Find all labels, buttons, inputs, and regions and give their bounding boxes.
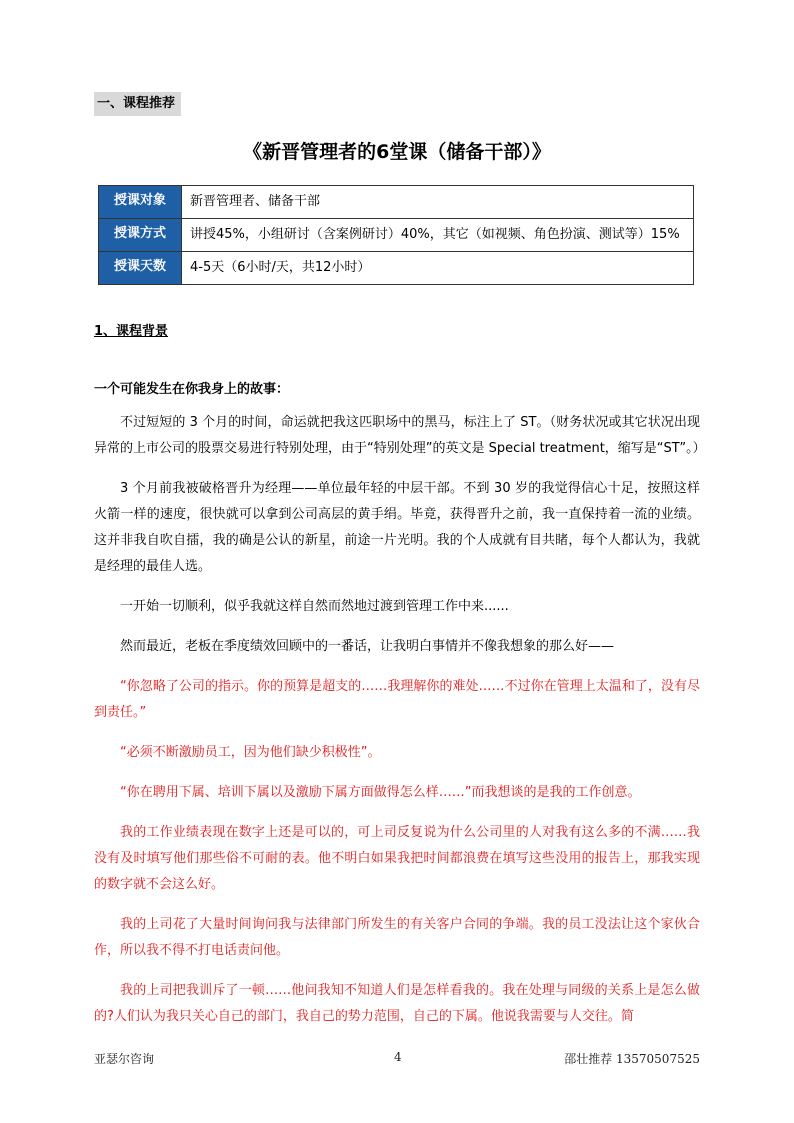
- paragraph: 不过短短的 3 个月的时间，命运就把我这匹职场中的黑马，标注上了 ST。（财务状况或其它状况出现异常的上市公司的股票交易进行特别处理，由于“特别处理”的英文是 Special treatment，缩写是“ST”。）: [94, 415, 706, 456]
- story-body: [94, 410, 706, 1044]
- quote-paragraph: 我的上司把我训斥了一顿……他问我知不知道人们是怎样看我的。我在处理与同级的关系上是怎么做的?人们认为我只关心自己的部门，我自己的势力范围，自己的下属。他说我需要与人交往。简: [94, 983, 700, 1024]
- quote-paragraph: 我的上司花了大量时间询问我与法律部门所发生的有关客户合同的争端。我的员工没法让这个家伙合作，所以我不得不打电话责问他。: [94, 917, 700, 958]
- footer-company: 亚瑟尔咨询: [94, 1052, 155, 1066]
- row-label: 授课天数: [99, 252, 182, 285]
- quote-paragraph: “你忽略了公司的指示。你的预算是超支的……我理解你的难处……不过你在管理上太温和了，没有尽到责任。”: [94, 679, 700, 720]
- page-number: 4: [394, 1050, 402, 1064]
- paragraph: 然而最近，老板在季度绩效回顾中的一番话，让我明白事情并不像我想象的那么好——: [120, 639, 615, 654]
- section-heading: 一、课程推荐: [94, 92, 181, 116]
- footer-contact: 邵壮推荐 13570507525: [564, 1052, 700, 1066]
- paragraph: 一开始一切顺利，似乎我就这样自然而然地过渡到管理工作中来......: [120, 599, 509, 614]
- paragraph: 3 个月前我被破格晋升为经理——单位最年轻的中层干部。不到 30 岁的我觉得信心十足，按照这样火箭一样的速度，很快就可以拿到公司高层的黄手绢。毕竟，获得晋升之前，我一直保持着一流的业绩。这并非我自吹自擂，我的确是公认的新星，前途一片光明。我的个人成就有目共睹，每个人都认为，我就是经理的最佳人选。: [94, 481, 700, 574]
- quote-paragraph: “你在聘用下属、培训下属以及激励下属方面做得怎么样……”而我想谈的是我的工作创意。: [120, 785, 641, 800]
- quote-paragraph: 我的工作业绩表现在数字上还是可以的，可上司反复说为什么公司里的人对我有这么多的不满……我没有及时填写他们那些俗不可耐的表。他不明白如果我把时间都浪费在填写这些没用的报告上，那我实现的数字就不会这么好。: [94, 825, 700, 892]
- row-value: 讲授45%，小组研讨（含案例研讨）40%，其它（如视频、角色扮演、测试等）15%: [182, 219, 694, 252]
- course-title: 《新晋管理者的6堂课（储备干部）》: [243, 141, 551, 163]
- row-value: 新晋管理者、储备干部: [182, 186, 694, 219]
- row-label: 授课方式: [99, 219, 182, 252]
- page-footer: [94, 1050, 700, 1068]
- subsection-heading: 1、课程背景: [94, 324, 169, 339]
- table-row: [99, 186, 694, 219]
- row-value: 4-5天（6小时/天，共12小时）: [182, 252, 694, 285]
- quote-paragraph: “必须不断激励员工，因为他们缺少积极性”。: [120, 745, 381, 760]
- table-row: [99, 219, 694, 252]
- table-row: [99, 252, 694, 285]
- story-heading: 一个可能发生在你我身上的故事：: [94, 382, 290, 397]
- row-label: 授课对象: [99, 186, 182, 219]
- course-info-table: [98, 185, 694, 285]
